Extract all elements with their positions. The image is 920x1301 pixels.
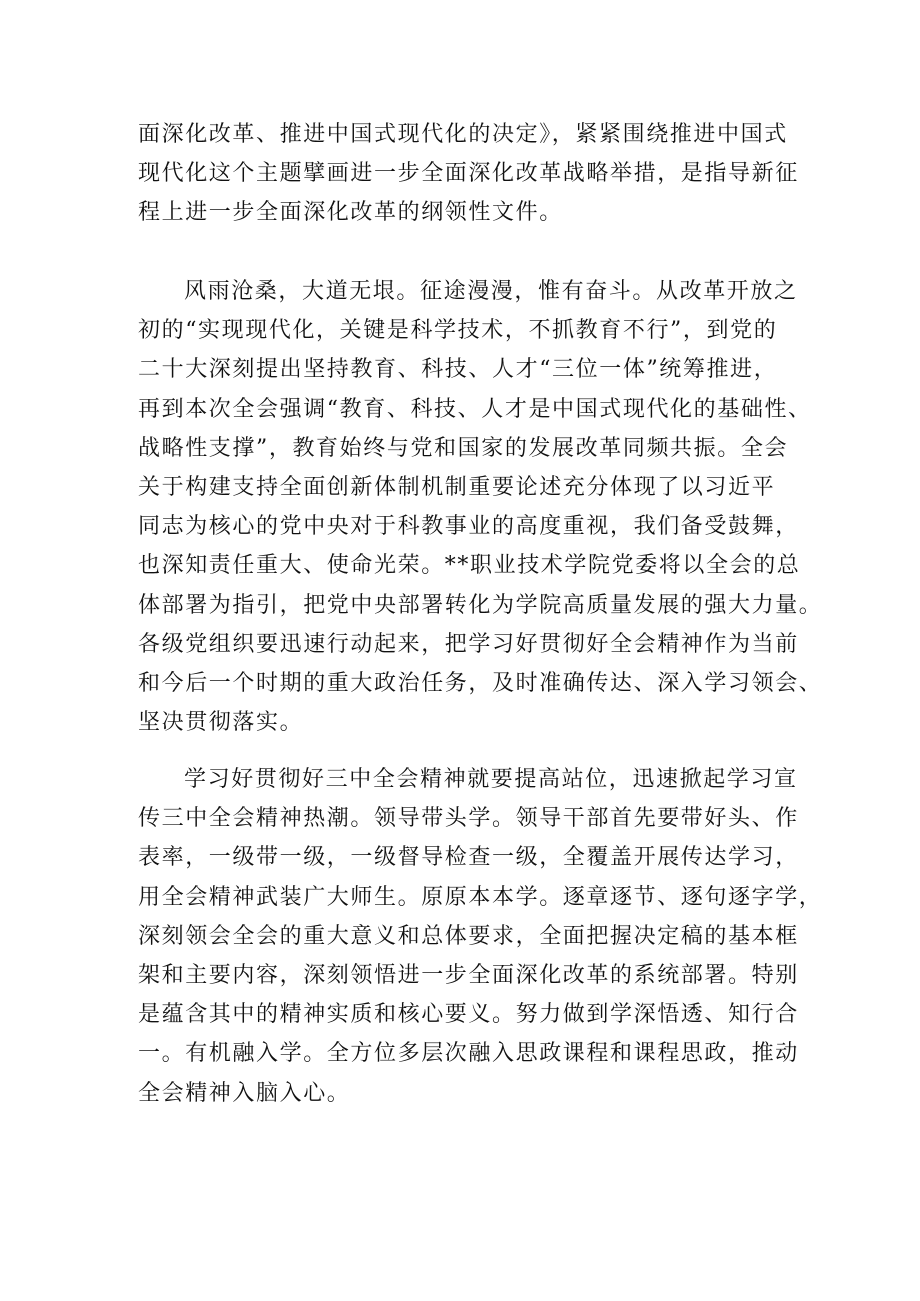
paragraph-line: 也深知责任重大、使命光荣。**职业技术学院党委将以全会的总: [138, 553, 801, 579]
paragraph-line: 是蕴含其中的精神实质和核心要义。努力做到学深悟透、知行合: [138, 1002, 799, 1028]
paragraph-line: 深刻领会全会的重大意义和总体要求，全面把握决定稿的基本框: [138, 923, 799, 949]
paragraph-line: 战略性支撑”，教育始终与党和国家的发展改革同频共振。全会: [138, 435, 789, 461]
paragraph-line: 风雨沧桑，大道无垠。征途漫漫，惟有奋斗。从改革开放之: [184, 279, 798, 304]
paragraph-line: 坚决贯彻落实。: [138, 710, 304, 736]
paragraph-line: 同志为核心的党中央对于科教事业的高度重视，我们备受鼓舞，: [138, 514, 799, 540]
paragraph-line: 表率，一级带一级，一级督导检查一级，全覆盖开展传达学习，: [138, 845, 799, 871]
paragraph-line: 现代化这个主题擘画进一步全面深化改革战略举措，是指导新征: [138, 161, 799, 187]
paragraph-line: 架和主要内容，深刻领悟进一步全面深化改革的系统部署。特别: [138, 962, 799, 988]
paragraph-line: 面深化改革、推进中国式现代化的决定》，紧紧围绕推进中国式: [138, 122, 788, 147]
paragraph-2: [138, 272, 823, 742]
paragraph-line: 关于构建支持全面创新体制机制重要论述充分体现了以习近平: [138, 474, 776, 500]
paragraph-line: 用全会精神武装广大师生。原原本本学。逐章逐节、逐句逐字学，: [138, 884, 823, 910]
paragraph-line: 体部署为指引，把党中央部署转化为学院高质量发展的强大力量。: [138, 592, 823, 618]
paragraph-1: [138, 115, 799, 233]
paragraph-line: 初的“实现现代化，关键是科学技术，不抓教育不行”，到党的: [138, 318, 778, 344]
paragraph-line: 各级党组织要迅速行动起来，把学习好贯彻好全会精神作为当前: [138, 631, 799, 657]
paragraph-line: 二十大深刻提出坚持教育、科技、人才“三位一体”统筹推进，: [138, 357, 778, 383]
paragraph-line: 和今后一个时期的重大政治任务，及时准确传达、深入学习领会、: [138, 670, 823, 696]
paragraph-line: 程上进一步全面深化改革的纲领性文件。: [138, 200, 563, 226]
paragraph-line: 学习好贯彻好三中全会精神就要提高站位，迅速掀起学习宣: [184, 767, 798, 792]
paragraph-line: 传三中全会精神热潮。领导带头学。领导干部首先要带好头、作: [138, 806, 799, 832]
paragraph-line: 一。有机融入学。全方位多层次融入思政课程和课程思政，推动: [138, 1041, 799, 1067]
paragraph-line: 再到本次全会强调“教育、科技、人才是中国式现代化的基础性、: [138, 396, 812, 422]
paragraph-3: [138, 760, 823, 1113]
paragraph-line: 全会精神入脑入心。: [138, 1080, 351, 1106]
